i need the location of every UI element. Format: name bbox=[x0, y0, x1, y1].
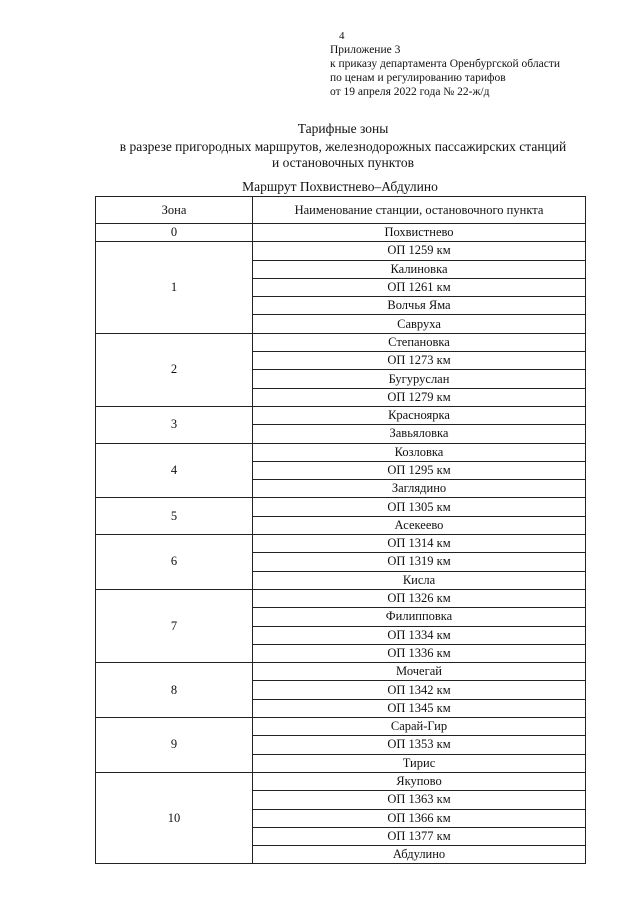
appendix-line: Приложение 3 bbox=[330, 44, 401, 56]
station-name-cell: ОП 1342 км bbox=[253, 681, 586, 699]
station-name-cell: Филипповка bbox=[253, 608, 586, 626]
station-name-cell: Козловка bbox=[253, 443, 586, 461]
zone-number-cell: 8 bbox=[96, 663, 253, 718]
station-name-cell: Степановка bbox=[253, 333, 586, 351]
station-name-cell: ОП 1366 км bbox=[253, 809, 586, 827]
zone-number-cell: 5 bbox=[96, 498, 253, 535]
zone-number-cell: 10 bbox=[96, 772, 253, 863]
zone-number-cell: 9 bbox=[96, 718, 253, 773]
station-name-cell: Якупово bbox=[253, 772, 586, 790]
station-name-cell: Савруха bbox=[253, 315, 586, 333]
zone-number-cell: 2 bbox=[96, 333, 253, 406]
zone-number-cell: 0 bbox=[96, 224, 253, 242]
station-name-cell: Кисла bbox=[253, 571, 586, 589]
station-name-cell: ОП 1319 км bbox=[253, 553, 586, 571]
tariff-zones-table bbox=[95, 196, 586, 864]
station-name-cell: Калиновка bbox=[253, 260, 586, 278]
zone-number-cell: 6 bbox=[96, 535, 253, 590]
table-row bbox=[96, 242, 586, 260]
station-name-cell: ОП 1345 км bbox=[253, 699, 586, 717]
column-header-zone: Зона bbox=[96, 197, 253, 224]
table-row bbox=[96, 772, 586, 790]
column-header-station: Наименование станции, остановочного пункта bbox=[253, 197, 586, 224]
station-name-cell: ОП 1353 км bbox=[253, 736, 586, 754]
station-name-cell: Бугуруслан bbox=[253, 370, 586, 388]
table-row bbox=[96, 498, 586, 516]
table-row bbox=[96, 224, 586, 242]
station-name-cell: ОП 1314 км bbox=[253, 535, 586, 553]
zone-number-cell: 4 bbox=[96, 443, 253, 498]
appendix-line: от 19 апреля 2022 года № 22-ж/д bbox=[330, 86, 490, 98]
station-name-cell: Волчья Яма bbox=[253, 297, 586, 315]
table-row bbox=[96, 333, 586, 351]
station-name-cell: Заглядино bbox=[253, 480, 586, 498]
station-name-cell: Похвистнево bbox=[253, 224, 586, 242]
table-row bbox=[96, 718, 586, 736]
page-number: 4 bbox=[339, 30, 345, 42]
station-name-cell: ОП 1305 км bbox=[253, 498, 586, 516]
station-name-cell: Красноярка bbox=[253, 406, 586, 424]
table-header-row bbox=[96, 197, 586, 224]
title-line: Тарифные зоны bbox=[297, 121, 389, 136]
station-name-cell: Сарай-Гир bbox=[253, 718, 586, 736]
station-name-cell: Тирис bbox=[253, 754, 586, 772]
station-name-cell: Мочегай bbox=[253, 663, 586, 681]
appendix-line: по ценам и регулированию тарифов bbox=[330, 72, 506, 84]
station-name-cell: Абдулино bbox=[253, 846, 586, 864]
station-name-cell: ОП 1326 км bbox=[253, 589, 586, 607]
station-name-cell: ОП 1273 км bbox=[253, 352, 586, 370]
station-name-cell: ОП 1279 км bbox=[253, 388, 586, 406]
table-row bbox=[96, 589, 586, 607]
station-name-cell: ОП 1261 км bbox=[253, 278, 586, 296]
station-name-cell: Завьяловка bbox=[253, 425, 586, 443]
title-line: в разрезе пригородных маршрутов, железнодорожных пассажирских станций bbox=[119, 139, 567, 154]
zone-number-cell: 3 bbox=[96, 406, 253, 443]
station-name-cell: ОП 1295 км bbox=[253, 461, 586, 479]
table-row bbox=[96, 406, 586, 424]
station-name-cell: ОП 1363 км bbox=[253, 791, 586, 809]
station-name-cell: ОП 1336 км bbox=[253, 644, 586, 662]
station-name-cell: ОП 1377 км bbox=[253, 827, 586, 845]
table-body bbox=[96, 224, 586, 864]
station-name-cell: ОП 1259 км bbox=[253, 242, 586, 260]
station-name-cell: ОП 1334 км bbox=[253, 626, 586, 644]
route-title: Маршрут Похвистнево–Абдулино bbox=[242, 179, 438, 194]
station-name-cell: Асекеево bbox=[253, 516, 586, 534]
table-row bbox=[96, 663, 586, 681]
zone-number-cell: 1 bbox=[96, 242, 253, 333]
zone-number-cell: 7 bbox=[96, 589, 253, 662]
appendix-line: к приказу департамента Оренбургской области bbox=[330, 58, 560, 70]
title-line: и остановочных пунктов bbox=[271, 155, 415, 170]
table-row bbox=[96, 443, 586, 461]
table-row bbox=[96, 535, 586, 553]
